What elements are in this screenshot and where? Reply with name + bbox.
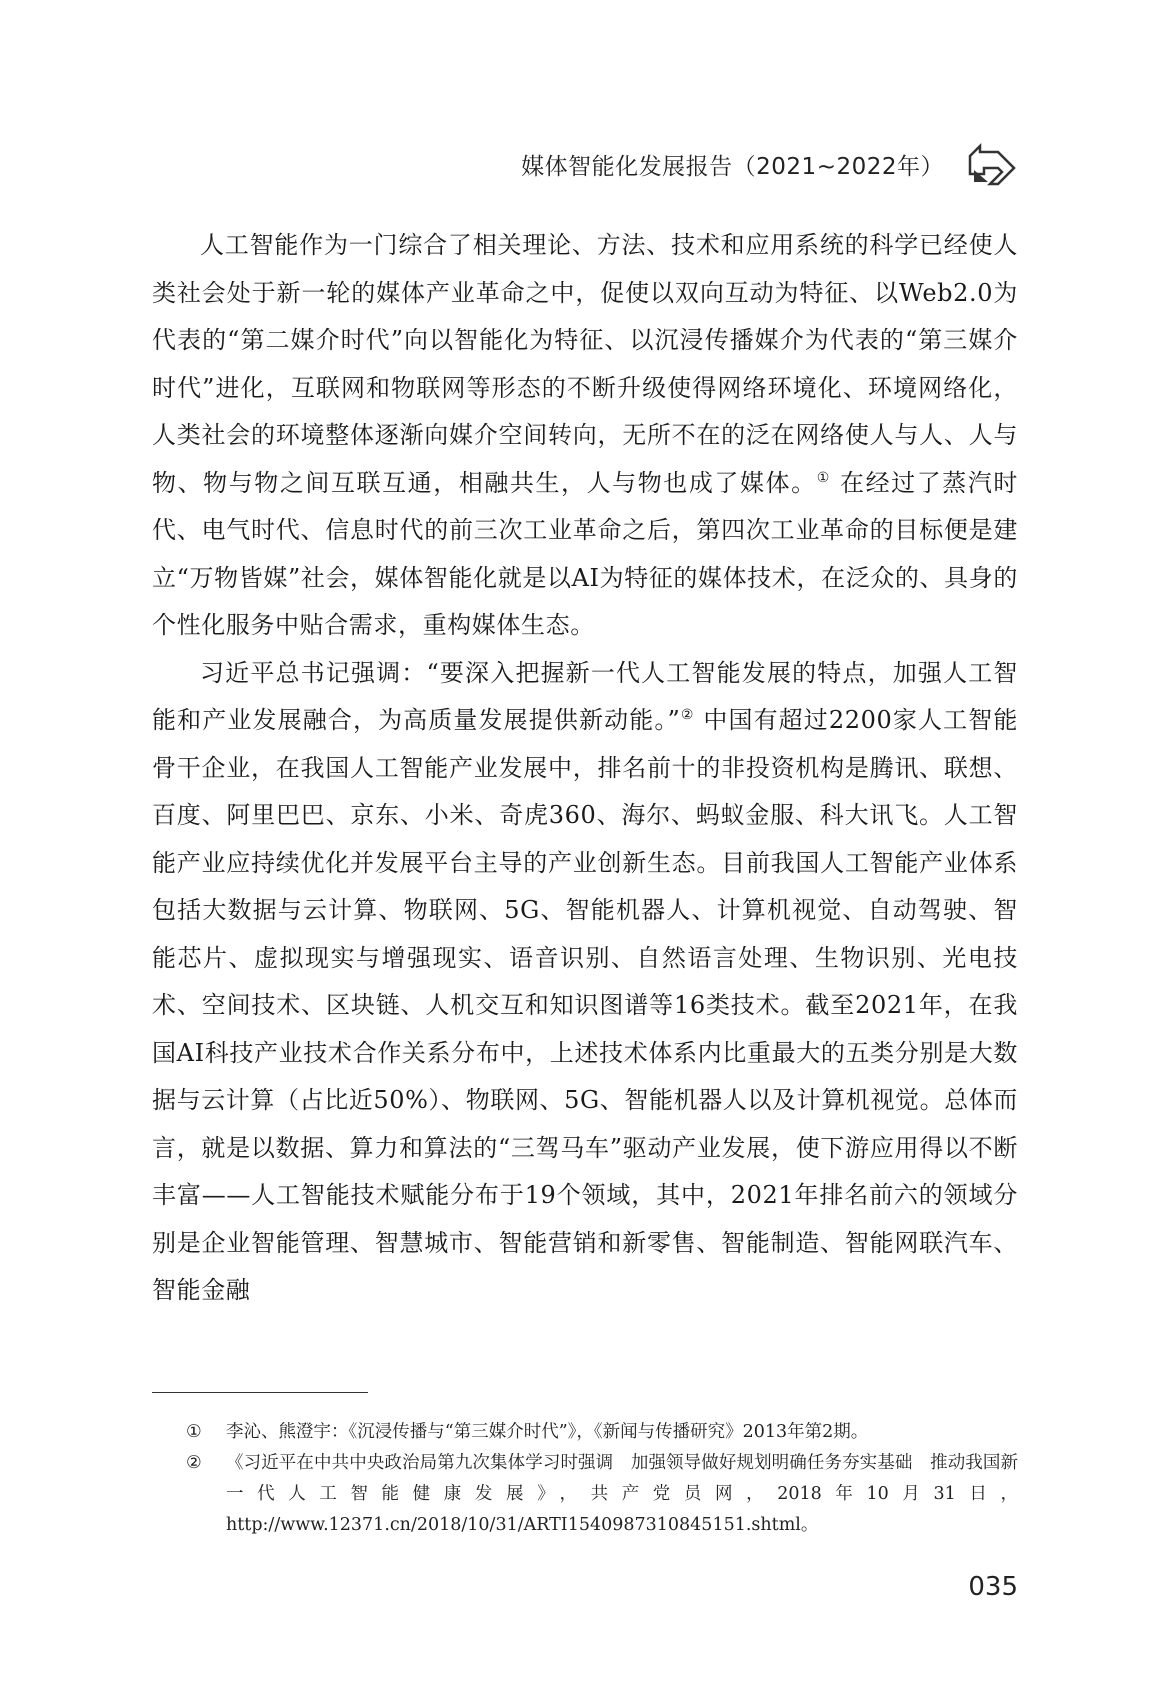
footnote-2-text: 《习近平在中共中央政治局第九次集体学习时强调 加强领导做好规划明确任务夯实基础 推动我国新一代人工智能健康发展》，共产党员网，2018年10月31日，http://www.12371.cn/2018/10/31/ARTI1540987310845151.shtml。 [226,1453,1018,1535]
footnote-2 [186,1448,1018,1541]
paragraph-2-text-a: 习近平总书记强调：“要深入把握新一代人工智能发展的特点，加强人工智能和产业发展融合，为高质量发展提供新动能。” [152,658,1018,734]
footnote-2-marker: ② [186,1453,202,1473]
footnote-ref-2[interactable]: ② [680,707,695,723]
running-header: 媒体智能化发展报告（2021~2022年） [521,154,944,180]
chapter-arrow-icon [968,142,1018,188]
paragraph-2-text-b: 中国有超过2200家人工智能骨干企业，在我国人工智能产业发展中，排名前十的非投资机构是腾讯、联想、百度、阿里巴巴、京东、小米、奇虎360、海尔、蚂蚁金服、科大讯飞。人工智能产业应持续优化并发展平台主导的产业创新生态。目前我国人工智能产业体系包括大数据与云计算、物联网、5G、智能机器人、计算机视觉、自动驾驶、智能芯片、虚拟现实与增强现实、语音识别、自然语言处理、生物识别、光电技术、空间技术、区块链、人机交互和知识图谱等16类技术。截至2021年，在我国AI科技产业技术合作关系分布中，上述技术体系内比重最大的五类分别是大数据与云计算（占比近50%）、物联网、5G、智能机器人以及计算机视觉。总体而言，就是以数据、算力和算法的“三驾马车”驱动产业发展，使下游应用得以不断丰富——人工智能技术赋能分布于19个领域，其中，2021年排名前六的领域分别是企业智能管理、智慧城市、智能营销和新零售、智能制造、智能网联汽车、智能金融 [152,706,1018,1304]
footnote-divider [152,1392,368,1393]
main-text [152,222,1018,1315]
footnotes [186,1417,1018,1541]
paragraph-1-text-a: 人工智能作为一门综合了相关理论、方法、技术和应用系统的科学已经使人类社会处于新一轮的媒体产业革命之中，促使以双向互动为特征、以Web2.0为代表的“第二媒介时代”向以智能化为特征、以沉浸传播媒介为代表的“第三媒介时代”进化，互联网和物联网等形态的不断升级使得网络环境化、环境网络化，人类社会的环境整体逐渐向媒介空间转向，无所不在的泛在网络使人与人、人与物、物与物之间互联互通，相融共生，人与物也成了媒体。 [152,231,1018,497]
footnote-1 [186,1417,1018,1448]
paragraph-1 [152,222,1018,650]
paragraph-1-text-b: 在经过了蒸汽时代、电气时代、信息时代的前三次工业革命之后，第四次工业革命的目标便是建立“万物皆媒”社会，媒体智能化就是以AI为特征的媒体技术，在泛众的、具身的个性化服务中贴合需求，重构媒体生态。 [152,468,1018,639]
page-number: 035 [968,1572,1018,1602]
paragraph-2 [152,650,1018,1315]
footnote-1-marker: ① [186,1422,202,1442]
footnote-ref-1[interactable]: ① [816,469,831,486]
footnote-1-text: 李沁、熊澄宇：《沉浸传播与“第三媒介时代”》，《新闻与传播研究》2013年第2期。 [226,1422,869,1442]
